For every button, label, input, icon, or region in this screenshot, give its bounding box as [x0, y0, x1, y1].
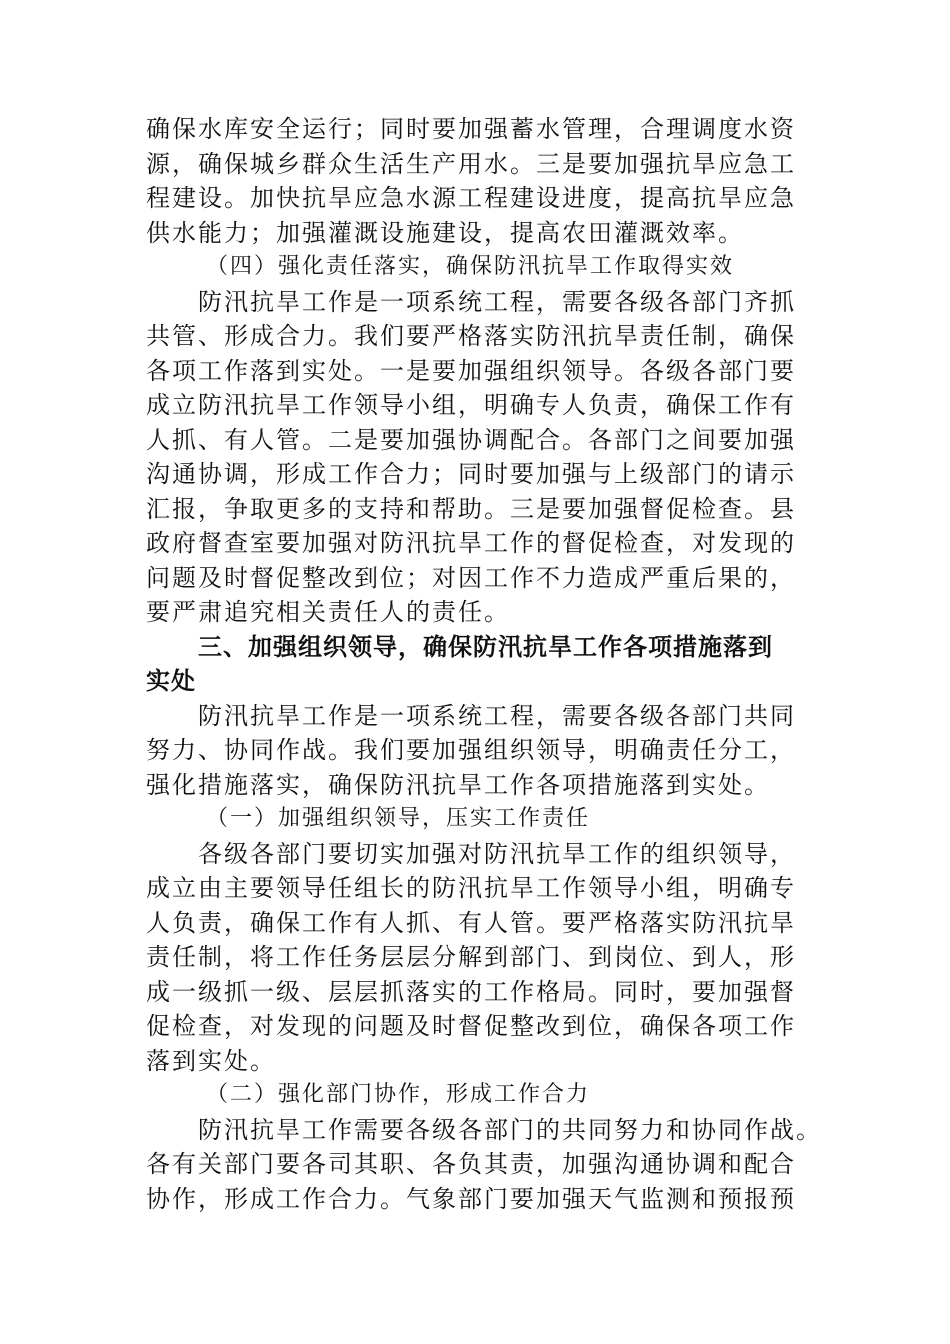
body-text-line: 促检查，对发现的问题及时督促整改到位，确保各项工作 — [146, 1012, 796, 1040]
subsection-heading-4: （四）强化责任落实，确保防汛抗旱工作取得实效 — [206, 254, 735, 279]
body-text-line: 人负责，确保工作有人抓、有人管。要严格落实防汛抗旱 — [146, 908, 796, 937]
body-text-line: 成立由主要领导任组长的防汛抗旱工作领导小组，明确专 — [146, 874, 796, 902]
body-text-line: 防汛抗旱工作是一项系统工程，需要各级各部门共同 — [198, 701, 796, 730]
body-text-line: 要严肃追究相关责任人的责任。 — [146, 598, 510, 626]
subsection-heading-1: （一）加强组织领导，压实工作责任 — [206, 806, 591, 831]
section-heading-3-cont: 实处 — [146, 667, 196, 695]
body-text-line: 各有关部门要各司其职、各负其责，加强沟通协调和配合 — [146, 1150, 796, 1178]
body-text-line: 强化措施落实，确保防汛抗旱工作各项措施落到实处。 — [146, 770, 770, 799]
body-text-line: 共管、形成合力。我们要严格落实防汛抗旱责任制，确保 — [146, 322, 796, 350]
section-heading-3: 三、加强组织领导，确保防汛抗旱工作各项措施落到 — [198, 632, 773, 661]
body-text-line: 各级各部门要切实加强对防汛抗旱工作的组织领导， — [198, 839, 796, 868]
subsection-heading-2: （二）强化部门协作，形成工作合力 — [206, 1082, 591, 1107]
body-text-line: 问题及时督促整改到位；对因工作不力造成严重后果的， — [146, 563, 796, 592]
body-text-line: 防汛抗旱工作需要各级各部门的共同努力和协同作战。 — [198, 1115, 822, 1144]
body-text-line: 责任制，将工作任务层层分解到部门、到岗位、到人，形 — [146, 943, 796, 971]
body-text-line: 确保水库安全运行；同时要加强蓄水管理，合理调度水资 — [146, 115, 796, 143]
body-text-line: 政府督查室要加强对防汛抗旱工作的督促检查，对发现的 — [146, 529, 796, 557]
body-text-line: 程建设。加快抗旱应急水源工程建设进度，提高抗旱应急 — [146, 184, 796, 212]
body-text-line: 落到实处。 — [146, 1046, 276, 1075]
body-text-line: 成一级抓一级、层层抓落实的工作格局。同时，要加强督 — [146, 977, 796, 1006]
body-text-line: 人抓、有人管。二是要加强协调配合。各部门之间要加强 — [146, 425, 796, 454]
body-text-line: 源，确保城乡群众生活生产用水。三是要加强抗旱应急工 — [146, 149, 796, 178]
body-text-line: 汇报，争取更多的支持和帮助。三是要加强督促检查。县 — [146, 494, 796, 523]
body-text-line: 供水能力；加强灌溉设施建设，提高农田灌溉效率。 — [146, 218, 744, 247]
body-text-line: 各项工作落到实处。一是要加强组织领导。各级各部门要 — [146, 356, 796, 385]
body-text-line: 协作，形成工作合力。气象部门要加强天气监测和预报预 — [146, 1184, 796, 1213]
body-text-line: 沟通协调，形成工作合力；同时要加强与上级部门的请示 — [146, 460, 796, 488]
body-text-line: 努力、协同作战。我们要加强组织领导，明确责任分工， — [146, 736, 796, 764]
body-text-line: 成立防汛抗旱工作领导小组，明确专人负责，确保工作有 — [146, 391, 796, 419]
document-page — [146, 112, 822, 1216]
body-text-line: 防汛抗旱工作是一项系统工程，需要各级各部门齐抓 — [198, 287, 796, 316]
